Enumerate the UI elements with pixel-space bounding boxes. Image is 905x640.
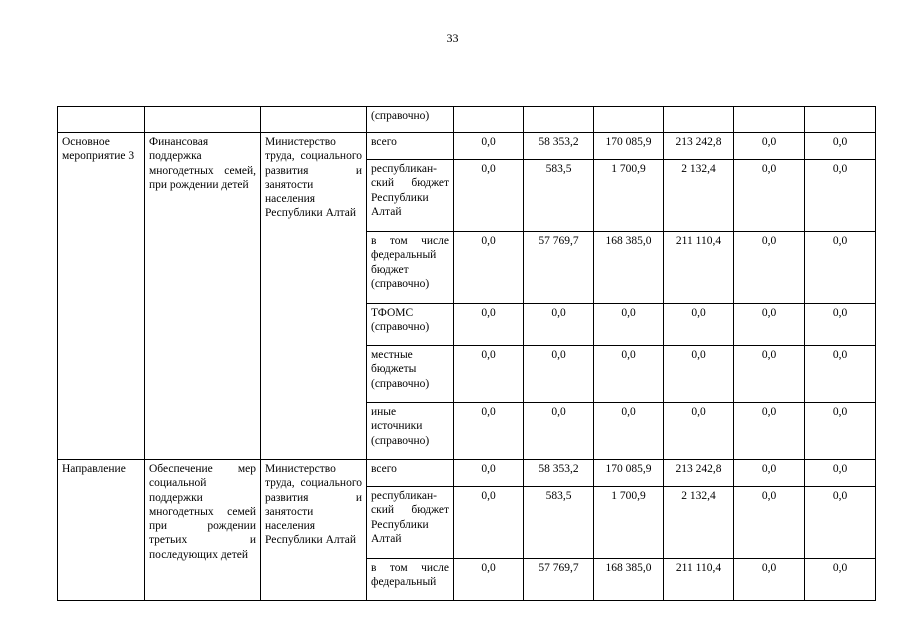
value-cell: 0,0 <box>805 346 876 403</box>
value-cell: 0,0 <box>805 559 876 601</box>
value-cell: 0,0 <box>805 487 876 559</box>
table-row <box>58 107 876 133</box>
source-cell: всего <box>367 133 454 160</box>
value-cell: 58 353,2 <box>524 460 594 487</box>
source-cell: всего <box>367 460 454 487</box>
value-cell: 1 700,9 <box>594 160 664 232</box>
value-cell: 0,0 <box>734 160 805 232</box>
value-cell: 0,0 <box>805 232 876 304</box>
value-cell: 0,0 <box>454 559 524 601</box>
source-cell: местные бюджеты (справочно) <box>367 346 454 403</box>
value-cell: 0,0 <box>454 487 524 559</box>
value-cell: 0,0 <box>454 232 524 304</box>
page-number: 33 <box>446 31 459 45</box>
value-cell: 0,0 <box>734 403 805 460</box>
measure-description: Финансовая поддержка многодетных семей, при рождении детей <box>145 133 261 460</box>
value-cell: 0,0 <box>454 460 524 487</box>
value-cell: 211 110,4 <box>664 559 734 601</box>
value-cell: 583,5 <box>524 487 594 559</box>
value-cell: 170 085,9 <box>594 133 664 160</box>
value-cell: 0,0 <box>805 460 876 487</box>
value-cell: 0,0 <box>454 346 524 403</box>
value-cell: 0,0 <box>524 346 594 403</box>
value-cell: 213 242,8 <box>664 133 734 160</box>
value-cell: 0,0 <box>734 346 805 403</box>
source-cell: республикан-ский бюджет Республики Алтай <box>367 160 454 232</box>
value-cell: 0,0 <box>805 160 876 232</box>
value-cell: 0,0 <box>664 403 734 460</box>
source-cell: ТФОМС (справочно) <box>367 304 454 346</box>
source-cell: республикан-ский бюджет Республики Алтай <box>367 487 454 559</box>
value-cell: 0,0 <box>454 160 524 232</box>
value-cell: 0,0 <box>454 133 524 160</box>
value-cell: 0,0 <box>594 304 664 346</box>
value-cell: 211 110,4 <box>664 232 734 304</box>
value-cell: 57 769,7 <box>524 559 594 601</box>
responsible-executor: Министерство труда, социального развития и занятости населения Республики Алтай <box>261 133 367 460</box>
budget-table <box>57 106 876 601</box>
source-cell: иные источники (справочно) <box>367 403 454 460</box>
value-cell: 0,0 <box>594 346 664 403</box>
measure-label: Направление <box>58 460 145 601</box>
table-row <box>58 133 876 160</box>
value-cell: 0,0 <box>524 304 594 346</box>
value-cell: 0,0 <box>524 403 594 460</box>
value-cell: 0,0 <box>664 304 734 346</box>
measure-description: Обеспечение мер социальной поддержки многодетных семей при рождении третьих и последующих детей <box>145 460 261 601</box>
value-cell: 58 353,2 <box>524 133 594 160</box>
value-cell: 0,0 <box>664 346 734 403</box>
value-cell: 213 242,8 <box>664 460 734 487</box>
value-cell: 583,5 <box>524 160 594 232</box>
value-cell: 0,0 <box>734 232 805 304</box>
source-cell: в том числе федеральный бюджет (справочно) <box>367 232 454 304</box>
value-cell: 0,0 <box>734 304 805 346</box>
value-cell: 0,0 <box>454 403 524 460</box>
measure-label: Основное мероприятие 3 <box>58 133 145 460</box>
value-cell: 0,0 <box>734 460 805 487</box>
value-cell: 0,0 <box>805 133 876 160</box>
source-cell: (справочно) <box>367 107 454 133</box>
value-cell: 0,0 <box>734 487 805 559</box>
value-cell: 1 700,9 <box>594 487 664 559</box>
value-cell: 0,0 <box>454 304 524 346</box>
value-cell: 0,0 <box>734 559 805 601</box>
value-cell: 0,0 <box>805 304 876 346</box>
value-cell: 168 385,0 <box>594 559 664 601</box>
source-cell: в том числе федеральный <box>367 559 454 601</box>
value-cell: 2 132,4 <box>664 160 734 232</box>
value-cell: 57 769,7 <box>524 232 594 304</box>
value-cell: 0,0 <box>594 403 664 460</box>
responsible-executor: Министерство труда, социального развития и занятости населения Республики Алтай <box>261 460 367 601</box>
value-cell: 0,0 <box>805 403 876 460</box>
value-cell: 170 085,9 <box>594 460 664 487</box>
value-cell: 168 385,0 <box>594 232 664 304</box>
value-cell: 2 132,4 <box>664 487 734 559</box>
value-cell: 0,0 <box>734 133 805 160</box>
table-row <box>58 460 876 487</box>
